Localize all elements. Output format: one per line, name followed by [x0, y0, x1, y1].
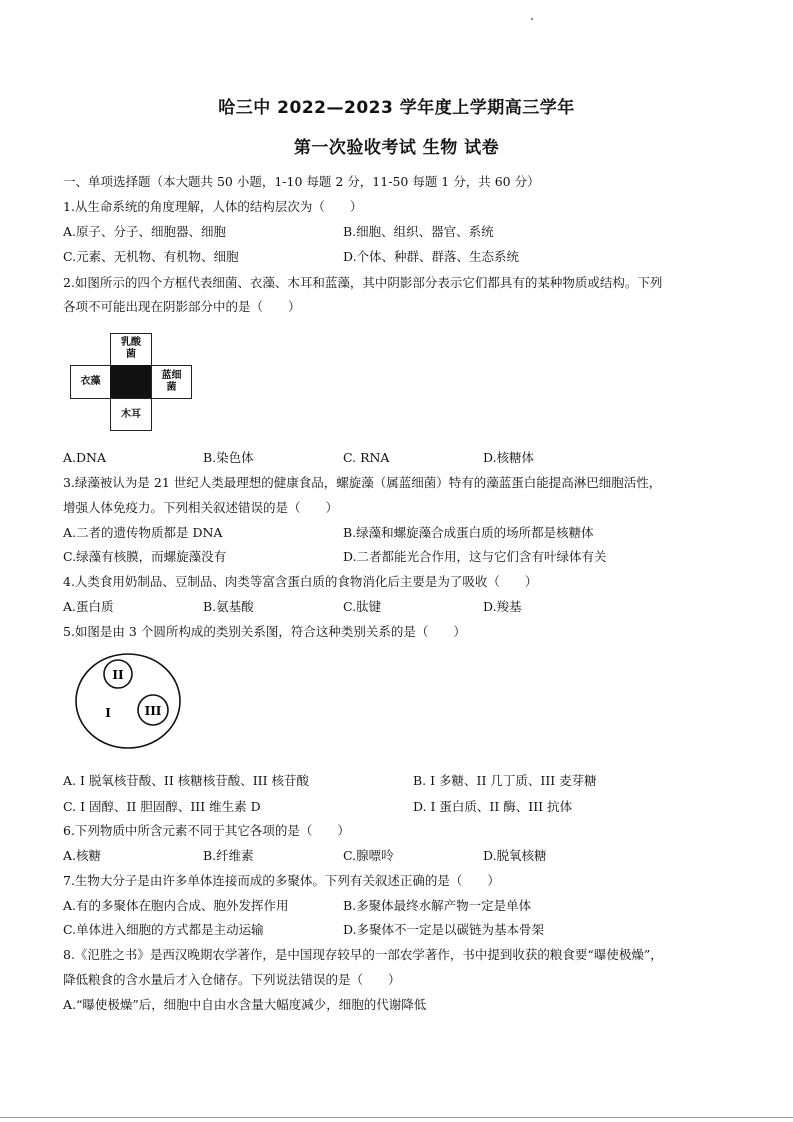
q7-stem: 7.生物大分子是由许多单体连接而成的多聚体。下列有关叙述正确的是（ ）	[63, 873, 500, 888]
q3-option-d: D.二者都能光合作用，这与它们含有叶绿体有关	[343, 549, 607, 564]
box-chlamydomonas-label: 衣藻	[80, 376, 101, 387]
q1-option-a: A.原子、分子、细胞器、细胞	[63, 224, 227, 239]
shaded-overlap	[110, 365, 152, 399]
box-wood-ear	[110, 398, 152, 431]
q6-option-a: A.核糖	[63, 848, 102, 863]
q2-option-c: C. RNA	[343, 450, 390, 465]
q2-option-a: A.DNA	[63, 450, 106, 465]
q4-option-a: A.蛋白质	[63, 599, 114, 614]
q8-stem-line1: 8.《氾胜之书》是西汉晚期农学著作，是中国现存较早的一部农学著作，书中提到收获的粮食要“曝使极燥”，	[63, 947, 663, 962]
q6-option-d: D.脱氧核糖	[483, 848, 547, 863]
q2-stem-line1: 2.如图所示的四个方框代表细菌、衣藻、木耳和蓝藻，其中阴影部分表示它们都具有的某种物质或结构。下列	[63, 275, 663, 290]
q7-option-c: C.单体进入细胞的方式都是主动运输	[63, 922, 264, 937]
exam-title-line1: 哈三中 2022—2023 学年度上学期高三学年	[218, 98, 575, 118]
label-outer: I	[105, 706, 111, 720]
q1-option-d: D.个体、种群、群落、生态系统	[343, 249, 520, 264]
box-cyanobacteria-label-1: 蓝细	[161, 370, 182, 381]
q5-option-a: A. I 脱氧核苷酸、II 核糖核苷酸、III 核苷酸	[63, 773, 310, 788]
page-speck	[531, 18, 533, 20]
q7-option-d: D.多聚体不一定是以碳链为基本骨架	[343, 922, 545, 937]
box-cyanobacteria-label-2: 菌	[166, 382, 177, 393]
q2-cross-figure	[70, 333, 192, 431]
box-lactic-bacteria	[110, 333, 152, 366]
q2-stem-line2: 各项不可能出现在阴影部分中的是（ ）	[63, 299, 301, 314]
box-cyanobacteria	[151, 365, 192, 399]
box-lactic-label-2: 菌	[126, 349, 136, 360]
exam-title-line2: 第一次验收考试 生物 试卷	[293, 138, 500, 158]
q1-option-b: B.细胞、组织、器官、系统	[343, 224, 494, 239]
q3-stem-line2: 增强人体免疫力。下列相关叙述错误的是（ ）	[63, 500, 339, 515]
q5-option-b: B. I 多糖、II 几丁质、III 麦芽糖	[413, 773, 597, 788]
q7-option-b: B.多聚体最终水解产物一定是单体	[343, 898, 532, 913]
q1-stem: 1.从生命系统的角度理解，人体的结构层次为（ ）	[63, 199, 363, 214]
q2-option-b: B.染色体	[203, 450, 254, 465]
q5-stem: 5.如图是由 3 个圆所构成的类别关系图，符合这种类别关系的是（ ）	[63, 624, 466, 639]
q3-option-b: B.绿藻和螺旋藻合成蛋白质的场所都是核糖体	[343, 525, 594, 540]
q7-option-a: A.有的多聚体在胞内合成、胞外发挥作用	[63, 898, 289, 913]
q5-option-c: C. I 固醇、II 胆固醇、III 维生素 D	[63, 799, 261, 814]
q4-option-d: D.羧基	[483, 599, 522, 614]
q6-stem: 6.下列物质中所含元素不同于其它各项的是（ ）	[63, 823, 350, 838]
label-inner-2: II	[112, 668, 124, 682]
q6-option-b: B.纤维素	[203, 848, 254, 863]
q3-option-c: C.绿藻有核膜，而螺旋藻没有	[63, 549, 227, 564]
q6-option-c: C.腺嘌呤	[343, 848, 394, 863]
q5-venn-diagram	[72, 652, 184, 752]
box-lactic-label-1: 乳酸	[121, 337, 141, 348]
q3-stem-line1: 3.绿藻被认为是 21 世纪人类最理想的健康食品，螺旋藻（属蓝细菌）特有的藻蓝蛋白能提高淋巴细胞活性，	[63, 475, 662, 490]
page-bottom-rule	[0, 1117, 793, 1118]
q3-option-a: A.二者的遗传物质都是 DNA	[63, 525, 223, 540]
q4-option-b: B.氨基酸	[203, 599, 254, 614]
q8-option-a: A.“曝使极燥”后，细胞中自由水含量大幅度减少，细胞的代谢降低	[63, 997, 427, 1012]
label-inner-3: III	[144, 704, 162, 718]
q1-option-c: C.元素、无机物、有机物、细胞	[63, 249, 239, 264]
q8-stem-line2: 降低粮食的含水量后才入仓储存。下列说法错误的是（ ）	[63, 972, 401, 987]
q4-stem: 4.人类食用奶制品、豆制品、肉类等富含蛋白质的食物消化后主要是为了吸收（ ）	[63, 574, 538, 589]
section-header: 一、单项选择题（本大题共 50 小题，1-10 每题 2 分，11-50 每题 1 分，共 60 分）	[63, 174, 540, 189]
box-chlamydomonas	[70, 365, 111, 399]
q5-option-d: D. I 蛋白质、II 酶、III 抗体	[413, 799, 573, 814]
q4-option-c: C.肽键	[343, 599, 382, 614]
box-wood-ear-label: 木耳	[121, 409, 141, 420]
q2-option-d: D.核糖体	[483, 450, 535, 465]
